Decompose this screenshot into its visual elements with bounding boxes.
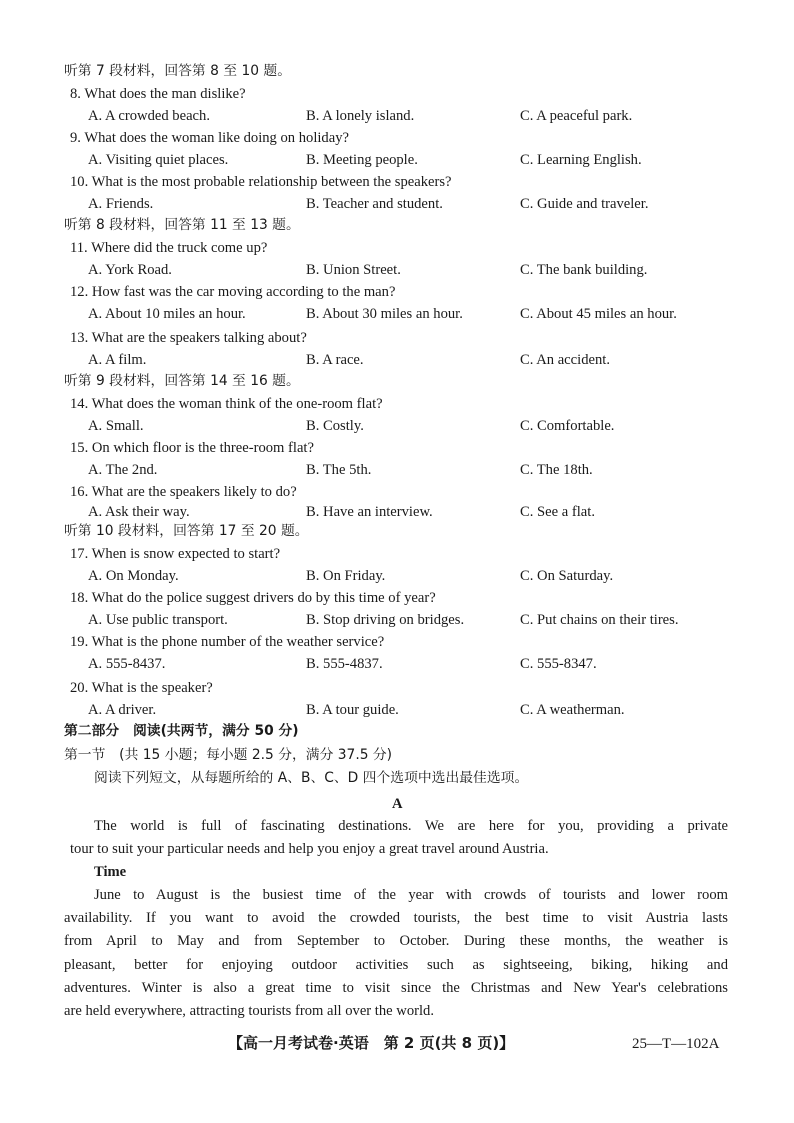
option-b: B. A race. — [306, 352, 364, 368]
option-c: C. An accident. — [520, 352, 610, 368]
section-heading-time: Time — [94, 864, 127, 880]
option-c: C. The bank building. — [520, 262, 648, 278]
option-b: B. 555-4837. — [306, 656, 383, 672]
question-stem: 13. What are the speakers talking about? — [70, 330, 307, 346]
question-stem: 20. What is the speaker? — [70, 680, 213, 696]
footer-title: 【高一月考试卷·英语 第 2 页(共 8 页)】 — [228, 1034, 515, 1052]
option-a: A. Visiting quiet places. — [88, 152, 229, 168]
question-stem: 14. What does the woman think of the one-room flat? — [70, 396, 383, 412]
option-b: B. Meeting people. — [306, 152, 418, 168]
option-c: C. A weatherman. — [520, 702, 625, 718]
question-stem: 18. What do the police suggest drivers do by this time of year? — [70, 590, 436, 606]
option-c: C. See a flat. — [520, 504, 595, 520]
option-a: A. A crowded beach. — [88, 108, 210, 124]
option-b: B. About 30 miles an hour. — [306, 306, 463, 322]
option-c: C. Put chains on their tires. — [520, 612, 679, 628]
section-heading: 听第 9 段材料，回答第 14 至 16 题。 — [64, 373, 300, 389]
option-b: B. Costly. — [306, 418, 364, 434]
body-line: are held everywhere, attracting tourists from all over the world. — [64, 1003, 434, 1019]
footer-code: 25—T—102A — [632, 1036, 720, 1052]
option-a: A. Use public transport. — [88, 612, 228, 628]
option-a: A. On Monday. — [88, 568, 179, 584]
part-subtitle: 第一节 (共 15 小题；每小题 2.5 分，满分 37.5 分) — [64, 747, 393, 763]
body-line: from April to May and from September to October. During these months, the weather is — [64, 933, 728, 949]
option-c: C. 555-8347. — [520, 656, 597, 672]
question-stem: 9. What does the woman like doing on holiday? — [70, 130, 349, 146]
option-a: A. Friends. — [88, 196, 154, 212]
intro-line: tour to suit your particular needs and help you enjoy a great travel around Austria. — [70, 841, 549, 857]
option-a: A. A driver. — [88, 702, 157, 718]
question-stem: 11. Where did the truck come up? — [70, 240, 268, 256]
question-stem: 16. What are the speakers likely to do? — [70, 484, 297, 500]
option-c: C. Comfortable. — [520, 418, 615, 434]
option-b: B. A tour guide. — [306, 702, 399, 718]
section-heading: 听第 8 段材料，回答第 11 至 13 题。 — [64, 217, 300, 233]
question-stem: 17. When is snow expected to start? — [70, 546, 281, 562]
section-heading: 听第 10 段材料，回答第 17 至 20 题。 — [64, 523, 309, 539]
option-c: C. About 45 miles an hour. — [520, 306, 677, 322]
instruction: 阅读下列短文，从每题所给的 A、B、C、D 四个选项中选出最佳选项。 — [94, 770, 529, 786]
option-b: B. The 5th. — [306, 462, 372, 478]
option-a: A. The 2nd. — [88, 462, 158, 478]
part-title: 第二部分 阅读(共两节，满分 50 分) — [64, 723, 299, 739]
option-b: B. A lonely island. — [306, 108, 415, 124]
option-a: A. About 10 miles an hour. — [88, 306, 246, 322]
body-line: adventures. Winter is also a great time to visit since the Christmas and New Year's celebrations — [64, 980, 728, 996]
option-b: B. Teacher and student. — [306, 196, 443, 212]
question-stem: 10. What is the most probable relationship between the speakers? — [70, 174, 452, 190]
option-c: C. A peaceful park. — [520, 108, 633, 124]
passage-label: A — [392, 796, 403, 812]
option-c: C. Learning English. — [520, 152, 642, 168]
intro-line: The world is full of fascinating destinations. We are here for you, providing a private — [94, 818, 728, 834]
option-b: B. Stop driving on bridges. — [306, 612, 465, 628]
option-a: A. Small. — [88, 418, 144, 434]
option-a: A. 555-8437. — [88, 656, 166, 672]
option-a: A. Ask their way. — [88, 504, 190, 520]
option-b: B. Union Street. — [306, 262, 401, 278]
option-a: A. A film. — [88, 352, 147, 368]
option-c: C. On Saturday. — [520, 568, 614, 584]
question-stem: 8. What does the man dislike? — [70, 86, 246, 102]
section-heading-7: 听第 7 段材料，回答第 8 至 10 题。 — [64, 63, 291, 79]
body-line: pleasant, better for enjoying outdoor activities such as sightseeing, biking, hiking and — [64, 957, 728, 973]
option-a: A. York Road. — [88, 262, 172, 278]
question-stem: 19. What is the phone number of the weather service? — [70, 634, 385, 650]
question-stem: 12. How fast was the car moving according to the man? — [70, 284, 396, 300]
option-c: C. The 18th. — [520, 462, 593, 478]
option-b: B. Have an interview. — [306, 504, 433, 520]
body-line: June to August is the busiest time of the year with crowds of tourists and lower room — [94, 887, 728, 903]
option-b: B. On Friday. — [306, 568, 386, 584]
body-line: availability. If you want to avoid the crowded tourists, the best time to visit Austria lasts — [64, 910, 728, 926]
option-c: C. Guide and traveler. — [520, 196, 649, 212]
question-stem: 15. On which floor is the three-room flat? — [70, 440, 314, 456]
